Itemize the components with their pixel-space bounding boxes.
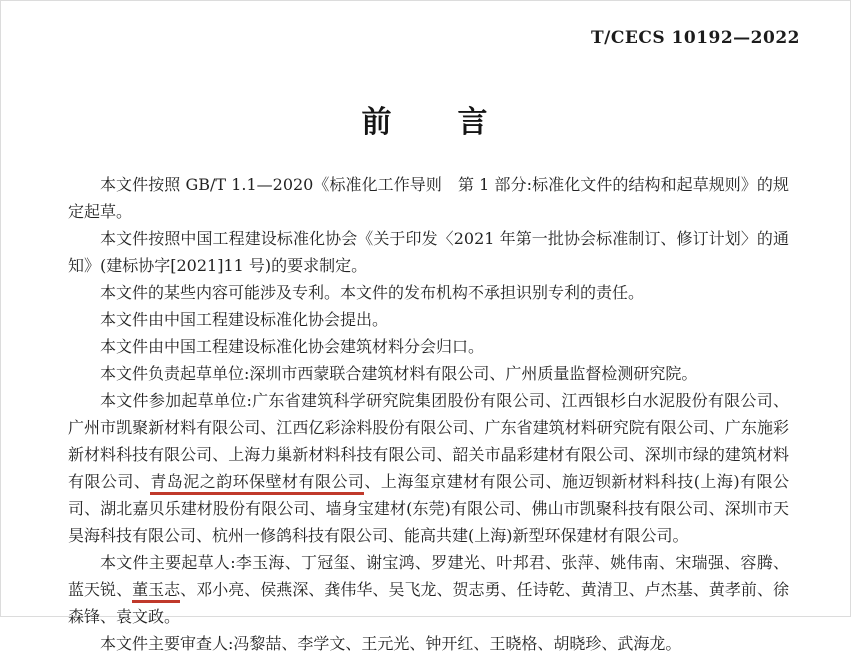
paragraph-under-jurisdiction: [68, 333, 789, 360]
paragraph-responsible-units: [68, 360, 789, 387]
paragraph-text: 本文件按照 GB/T 1.1—2020《标准化工作导则 第 1 部分:标准化文件的结构和起草规则》的规定起草。: [68, 175, 789, 221]
paragraph-plan-notice: [68, 225, 789, 279]
paragraph-text: 本文件参加起草单位:广东省建筑科学研究院集团股份有限公司、江西银杉白水泥股份有限公司、广州市凯聚新材料有限公司、江西亿彩涂料股份有限公司、广东省建筑材料研究院有限公司、广东施彩新材料科技有限公司、上海力巢新材料科技有限公司、韶关市晶彩建材有限公司、深圳市绿的建筑材料有限公司、: [68, 391, 789, 491]
page-title: 前 言: [361, 105, 490, 140]
paragraph-participating-units: [68, 387, 789, 549]
paragraph-text: 本文件由中国工程建设标准化协会建筑材料分会归口。: [100, 337, 485, 356]
paragraph-text: 本文件负责起草单位:深圳市西蒙联合建筑材料有限公司、广州质量监督检测研究院。: [100, 364, 698, 383]
paragraph-main-drafters: [68, 549, 789, 630]
paragraph-text: 本文件的某些内容可能涉及专利。本文件的发布机构不承担识别专利的责任。: [100, 283, 645, 302]
paragraph-text: 、邓小亮、侯燕深、龚伟华、吴飞龙、贺志勇、任诗乾、黄清卫、卢杰基、黄孝前、徐森锋、袁文政。: [68, 580, 789, 626]
paragraph-text: 本文件主要起草人:李玉海、丁冠玺、谢宝鸿、罗建光、叶邦君、张萍、姚伟南、宋瑞强、容腾、蓝天锐、: [68, 553, 789, 599]
paragraph-main-reviewers: [68, 630, 789, 657]
paragraph-proposed-by: [68, 306, 789, 333]
paragraph-text: 、上海玺京建材有限公司、施迈钡新材料科技(上海)有限公司、湖北嘉贝乐建材股份有限公司、墙身宝建材(东莞)有限公司、佛山市凯聚科技有限公司、深圳市天昊海科技有限公司、杭州一修鸽科技有限公司、能高共建(上海)新型环保建材有限公司。: [68, 472, 789, 545]
paragraph-text: 本文件按照中国工程建设标准化协会《关于印发〈2021 年第一批协会标准制订、修订计划〉的通知》(建标协字[2021]11 号)的要求制定。: [68, 229, 789, 275]
paragraph-drafting-basis: [68, 171, 789, 225]
red-underline-annotation-person: 董玉志: [132, 580, 180, 603]
paragraph-patent-note: [68, 279, 789, 306]
red-underline-annotation-company: 青岛泥之韵环保壁材有限公司: [150, 472, 364, 495]
paragraph-text: 本文件主要审查人:冯黎喆、李学文、王元光、钟开红、王晓格、胡晓珍、武海龙。: [100, 634, 682, 653]
paragraph-text: 本文件由中国工程建设标准化协会提出。: [100, 310, 389, 329]
standard-number: T/CECS 10192—2022: [590, 28, 800, 48]
foreword-body: [68, 171, 789, 657]
